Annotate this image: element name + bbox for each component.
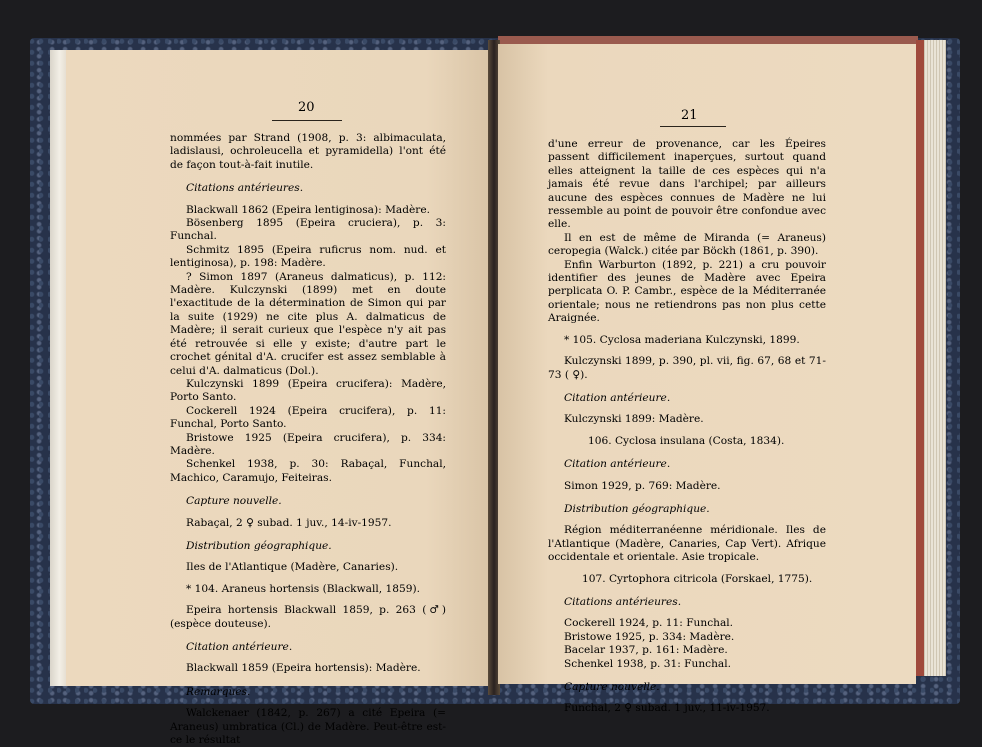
page-edge-left (50, 50, 66, 686)
section-heading: Citations antérieures. (564, 595, 682, 608)
citation-line: Schenkel 1938, p. 30: Rabaçal, Funchal, Machico, Caramujo, Feiteiras. (170, 458, 446, 484)
text-line: Walckenaer (1842, p. 267) a cité Epeira (= Araneus) umbratica (Cl.) de Madère. Peut-être est-ce le résultat (170, 707, 446, 747)
citation-line: Bristowe 1925 (Epeira crucifera), p. 334: Madère. (170, 431, 446, 457)
section-heading: Capture nouvelle. (564, 681, 660, 693)
right-page-number: 21 (681, 108, 698, 123)
citation-line: Kulczynski 1899: Madère. (564, 413, 704, 426)
citation-line: Cockerell 1924 (Epeira crucifera), p. 11: Funchal, Porto Santo. (170, 404, 446, 431)
section-heading: Citation antérieure. (186, 641, 293, 653)
citation-line: Simon 1929, p. 769: Madère. (564, 479, 721, 492)
section-heading: Distribution géographique. (186, 539, 332, 552)
citation-line: Bösenberg 1895 (Epeira cruciera), p. 3: Funchal. (170, 217, 446, 243)
section-heading: Citation antérieure. (564, 458, 671, 471)
text-line: Région méditerranéenne méridionale. Iles de l'Atlantique (Madère, Canaries, Cap Vert). Afrique occidentale et orientale. Asie tropicale. (548, 524, 826, 564)
species-heading: * 104. Araneus hortensis (Blackwall, 1859). (186, 582, 420, 595)
section-heading: Remarques. (186, 685, 251, 698)
right-page-rule (660, 126, 726, 127)
left-page-number: 20 (298, 100, 315, 115)
section-heading: Capture nouvelle. (186, 495, 282, 508)
citation-line: Blackwall 1859 (Epeira hortensis): Madère. (186, 662, 421, 675)
citation-line: ? Simon 1897 (Araneus dalmaticus), p. 112: Madère. Kulczynski (1899) met en doute l'exactitude de la détermination de Simon qui par la suite (1929) ne cite plus A. dalmaticus de Madère; il serait curieux que l'espèce n'y ait pas été retrouvée si elle y existe; d'autre part le crochet génital d'A. crucifer est assez semblable à celui d'A. dalmaticus (Dol.). (170, 270, 446, 377)
citation-line: Cockerell 1924, p. 11: Funchal. (564, 617, 734, 630)
section-heading: Citations antérieures. (186, 182, 304, 195)
citation-line: Kulczynski 1899 (Epeira crucifera): Madère, Porto Santo. (170, 377, 446, 404)
text-line: nommées par Strand (1908, p. 3: albimaculata, ladislausi, ochroleucella et pyramidella) l'ont été de façon tout-à-fait inutile. (170, 132, 446, 171)
species-heading: * 105. Cyclosa maderiana Kulczynski, 1899. (564, 333, 800, 346)
right-page-text (548, 138, 826, 724)
left-page-rule (272, 120, 342, 121)
species-heading: 107. Cyrtophora citricola (Forskael, 1775). (582, 572, 813, 585)
text-line: Funchal, 2 ♀ subad. 1 juv., 11-iv-1957. (564, 702, 770, 715)
citation-line: Bristowe 1925, p. 334: Madère. (564, 630, 735, 643)
left-page-text (170, 132, 446, 747)
text-line: Rabaçal, 2 ♀ subad. 1 juv., 14-iv-1957. (186, 516, 392, 529)
citation-line: Schenkel 1938, p. 31: Funchal. (564, 657, 732, 670)
text-line: Iles de l'Atlantique (Madère, Canaries). (186, 561, 399, 574)
text-line: Enfin Warburton (1892, p. 221) a cru pouvoir identifier des jeunes de Madère avec Epeira perplicata O. P. Cambr., espèce de la Méditerranée orientale; nous ne retiendrons pas non plus cette Araignée. (548, 258, 826, 325)
citation-line: Kulczynski 1899, p. 390, pl. vii, fig. 67, 68 et 71-73 ( ♀). (548, 355, 826, 381)
text-line: d'une erreur de provenance, car les Épeires passent difficilement inaperçues, surtout quand elles atteignent la taille de ces espèces qui n'a jamais été revue dans l'archipel; par ailleurs aucune des espèces connues de Madère ne lui ressemble au point de pouvoir être confondue avec elle. (548, 138, 826, 231)
species-heading: 106. Cyclosa insulana (Costa, 1834). (588, 434, 785, 447)
citation-line: Bacelar 1937, p. 161: Madère. (564, 644, 728, 657)
section-heading: Citation antérieure. (564, 391, 671, 404)
citation-line: Schmitz 1895 (Epeira ruficrus nom. nud. et lentiginosa), p. 198: Madère. (170, 243, 446, 270)
text-line: Epeira hortensis Blackwall 1859, p. 263 (♂) (espèce douteuse). (170, 604, 446, 630)
section-heading: Distribution géographique. (564, 502, 710, 515)
page-stack-edge-red (916, 40, 924, 676)
citation-line: Blackwall 1862 (Epeira lentiginosa): Madère. (186, 203, 430, 216)
text-line: Il en est de même de Miranda (= Araneus) ceropegia (Walck.) citée par Böckh (1861, p. 390). (548, 231, 826, 258)
